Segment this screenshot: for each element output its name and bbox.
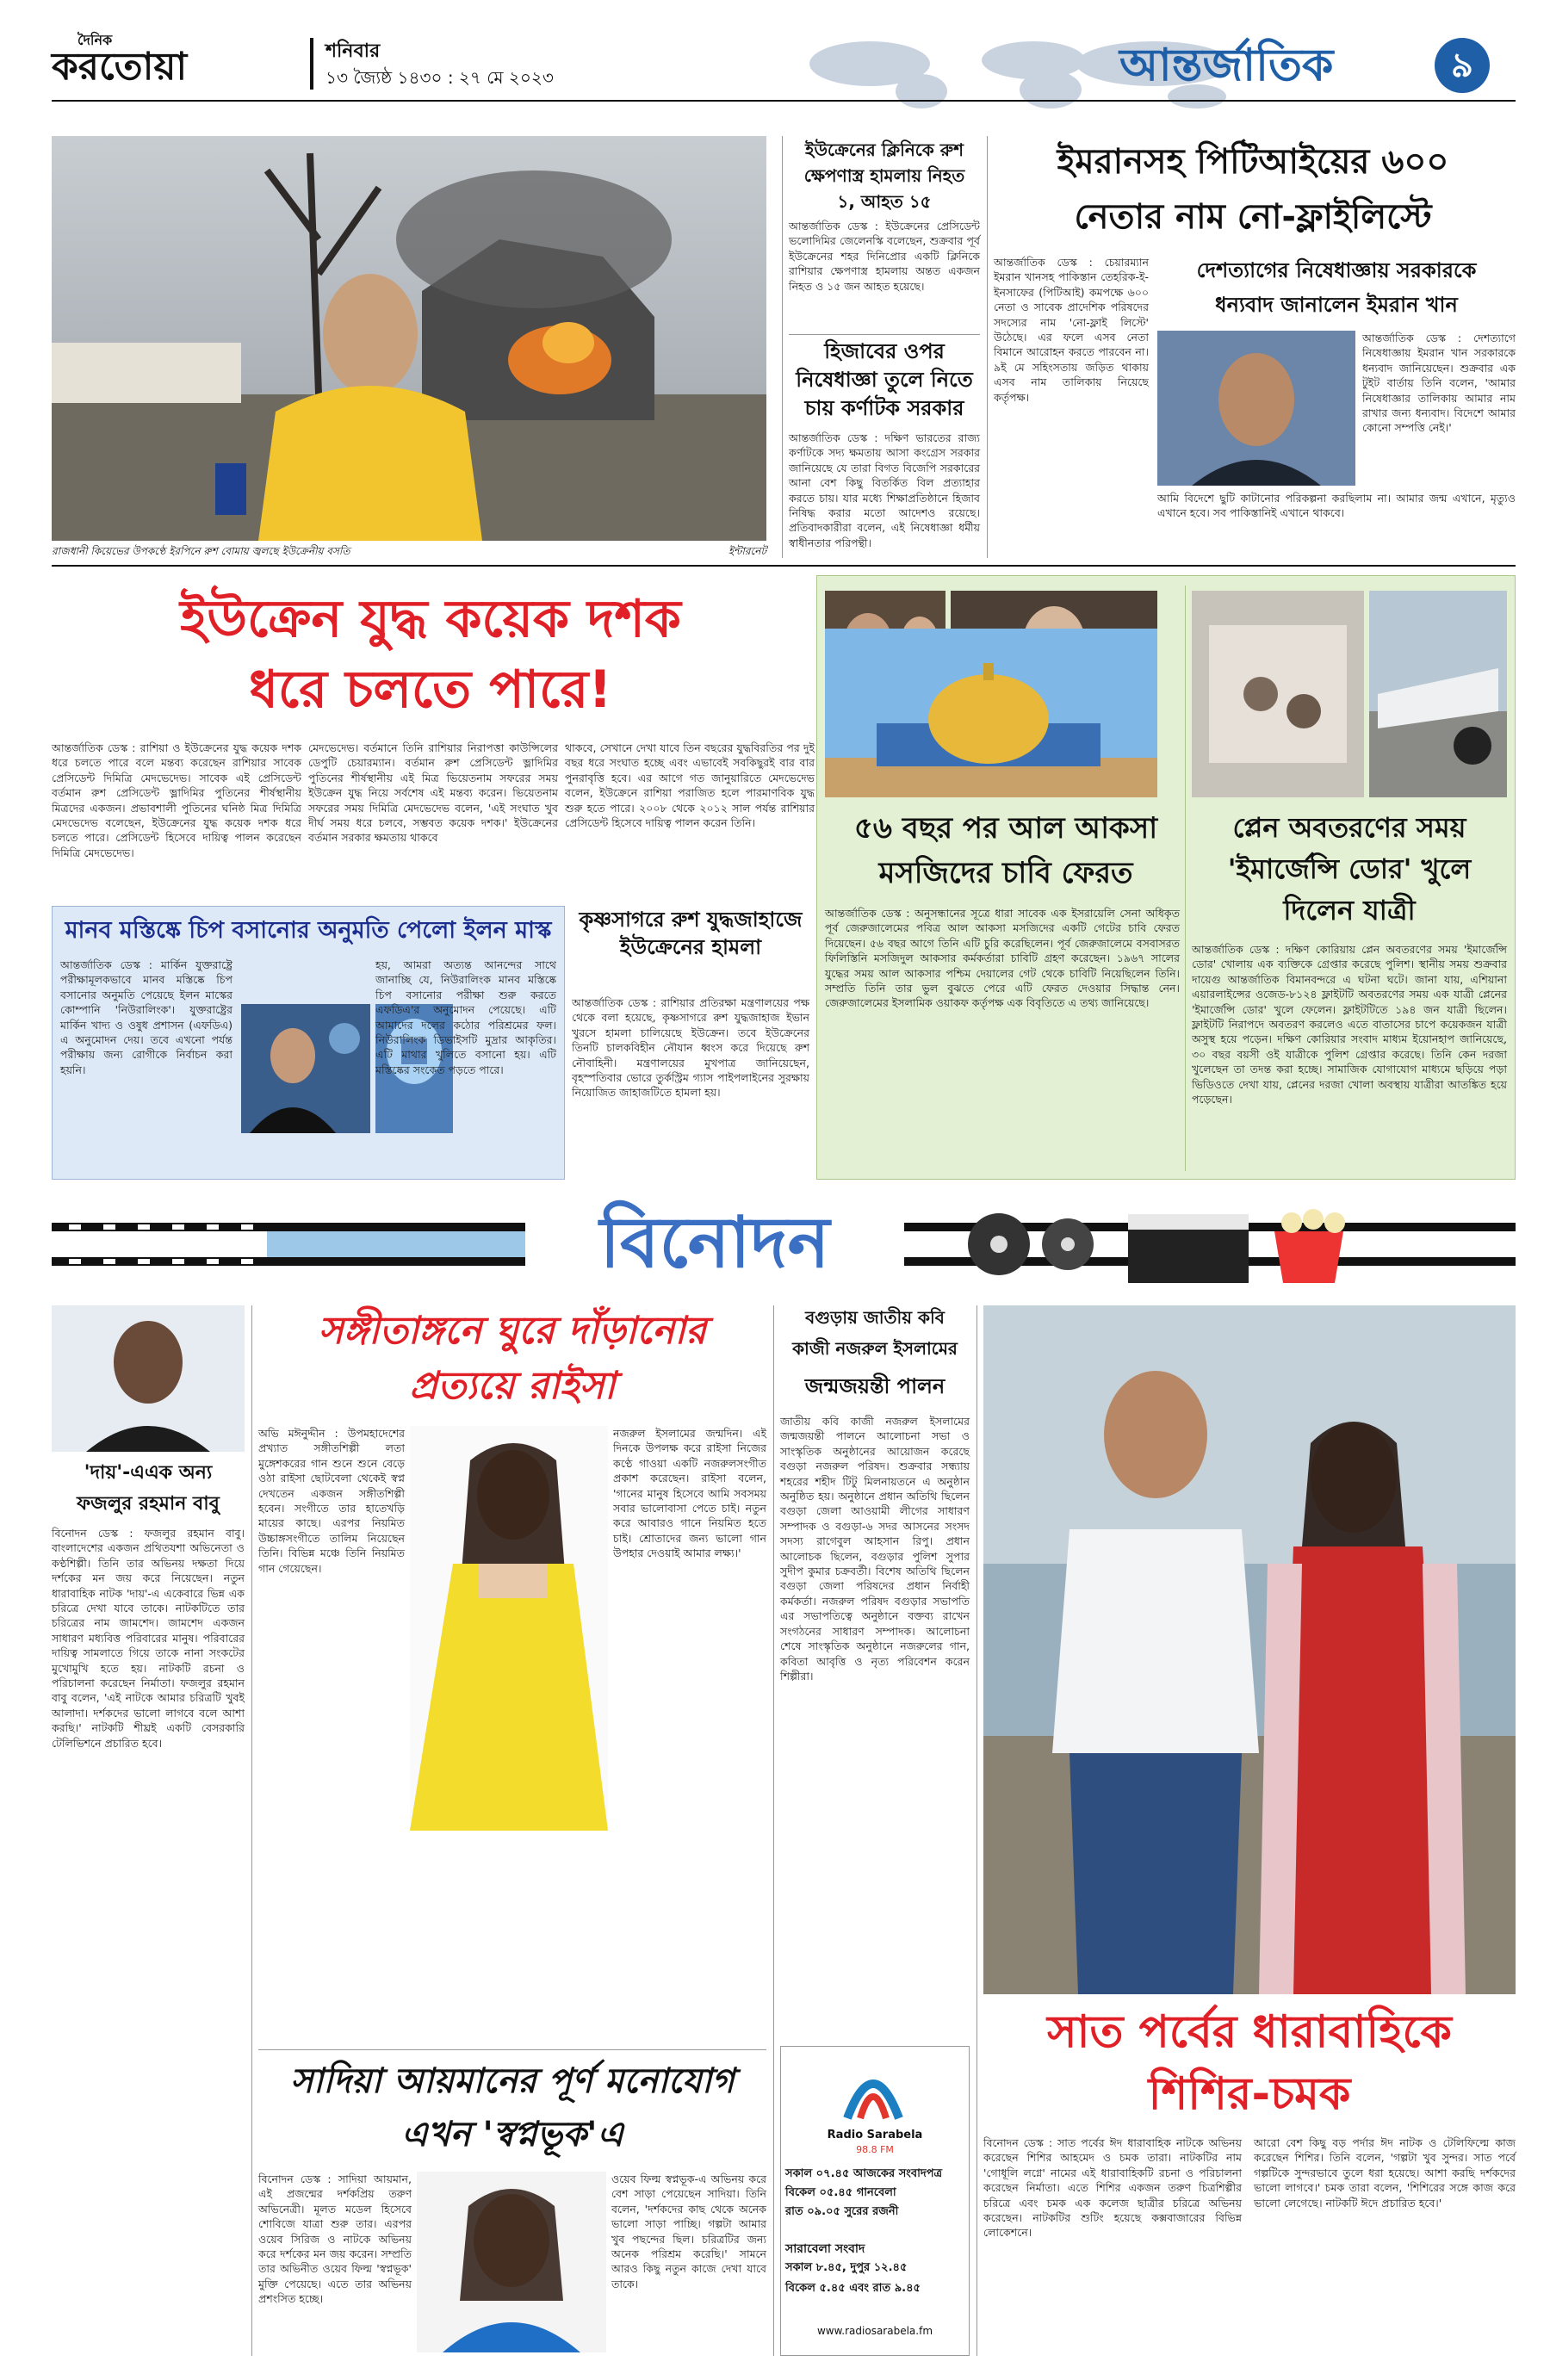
sadia-headline-2: এখন 'স্বপ্নভূক'এ — [401, 2115, 623, 2154]
section-title: আন্তর্জাতিক — [1119, 40, 1334, 91]
radio-logo-icon — [830, 2058, 916, 2127]
radio-news-times: সকাল ৮.৪৫, দুপুর ১২.৪৫ — [785, 2261, 908, 2274]
raisa-photo — [410, 1426, 608, 1831]
hijab-headline: হিজাবের ওপর নিষেধাজ্ঞা তুলে নিতে চায় কর্ণাটক সরকার — [796, 339, 973, 420]
plane-headline-2: 'ইমার্জেন্সি ডোর' খুলে — [1227, 852, 1472, 885]
plane-headline-3: দিলেন যাত্রী — [1283, 894, 1416, 927]
issue-date: ১৩ জ্যৈষ্ঠ ১৪৩০ : ২৭ মে ২০২৩ — [326, 67, 554, 88]
binodon-title: বিনোদন — [525, 1199, 904, 1290]
imran-col3b: আমি বিদেশে ছুটি কাটানোর পরিকল্পনা করছিলাম না। আমার জন্ম এখানে, মৃত্যুও এখানে হবে। সব পাকিস্তানিই এখানে থাকবে। — [1157, 492, 1516, 520]
fazlur-rahman-babu-photo — [52, 1305, 245, 1452]
elon-musk-photo — [241, 1004, 370, 1133]
dai-headline-2: ফজলুর রহমান বাবু — [77, 1493, 220, 1515]
radio-news-times-2: বিকেল ৫.৪৫ এবং রাত ৯.৪৫ — [785, 2282, 921, 2295]
photo-credit: ইন্টারনেট — [728, 545, 766, 557]
weekday: শনিবার — [326, 40, 381, 62]
radio-name: Radio Sarabela — [827, 2129, 923, 2141]
newspaper-logo: করতোয়া — [52, 45, 188, 89]
aqsa-headline-1: ৫৬ বছর পর আল আকসা — [853, 811, 1158, 846]
musk-col2: হয়, আমরা অত্যন্ত আনন্দের সাথে জানাচ্ছি যে, নিউরালিংক মানব মস্তিষ্কে চিপ বসানোর পরীক্ষা শুরু করতে এফডিএ'র অনুমোদন পেয়েছে। এটি আমাদের দলের কঠোর পরিশ্রমের ফল। নিউরালিংক ডিভাইসটি মুদ্রার আকৃতির। এটি মাথার খুলিতে বসানো হয়। এটি মস্তিষ্কের সংকেত পড়তে পারে। — [375, 958, 556, 1076]
shishir-chomok-photo — [983, 1305, 1516, 1994]
shishir-headline-1: সাত পর্বের ধারাবাহিকে — [1047, 2006, 1452, 2058]
radio-news-title: সারাবেলা সংবাদ — [785, 2242, 865, 2256]
imran-subhead-2: ধন্যবাদ জানালেন ইমরান খান — [1215, 293, 1458, 317]
clinic-body: আন্তর্জাতিক ডেস্ক : ইউক্রেনের প্রেসিডেন্ট ভলোদিমির জেলেনস্কি বলেছেন, শুক্রবার পূর্ব ইউক্রেনের শহর দিনিপ্রোর একটি ক্লিনিকে রাশিয়ার ক্ষেপণাস্ত্র হামলায় অন্তত একজন নিহত ও ১৫ জন আহত হয়েছে। — [789, 220, 980, 293]
ukraine-col2: মেদভেদেভ। বর্তমানে তিনি রাশিয়ার নিরাপত্তা কাউন্সিলের ডেপুটি চেয়ারম্যান। বর্তমান রুশ প্রেসিডেন্ট ভ্লাদিমির পুতিনের শীর্ষস্থানীয় এই মিত্র ভিয়েতনাম সফরের সময় ইউক্রেন যুদ্ধ নিয়ে সর্বশেষ এই মন্তব্য করেন। ভিয়েতনাম সফরের সময় দিমিত্রি মেদভেদেভ বলেন, 'এই সংঘাত খুব দীর্ঘ সময় ধরে চলবে, সম্ভবত কয়েক দশক।' ইউক্রেনের বর্তমান সরকার ক্ষমতায় থাকবে — [308, 741, 558, 845]
radio-schedule — [785, 2165, 966, 2234]
al-aqsa-dome-photo — [825, 629, 1157, 797]
raisa-col1: অভি মঈনুদ্দীন : উপমহাদেশের প্রখ্যাত সঙ্গীতশিল্পী লতা মুঙ্গেশকরের গান শুনে শুনে বেড়ে ওঠা রাইসা ছোটবেলা থেকেই স্বপ্ন দেখতেন একজন সঙ্গীতশিল্পী হবেন। সংগীতে তার হাতেখড়ি মায়ের কাছে। এরপর নিয়মিত উচ্চাঙ্গসংগীতে তালিম নিয়েছেন তিনি। বিভিন্ন মঞ্চে তিনি নিয়মিত গান গেয়েছেন। — [258, 1427, 405, 1575]
musk-headline: মানব মস্তিষ্কে চিপ বসানোর অনুমতি পেলো ইলন মাস্ক — [65, 917, 552, 944]
plane-cabin-photo — [1192, 591, 1364, 797]
blacksea-body: আন্তর্জাতিক ডেস্ক : রাশিয়ার প্রতিরক্ষা মন্ত্রণালয়ের পক্ষ থেকে বলা হয়েছে, কৃষ্ণসাগরে রুশ যুদ্ধজাহাজ ইভান খুরসে হামলা চালিয়েছে ইউক্রেন। তবে ইউক্রেনের তিনটি চালকবিহীন নৌযান ধ্বংস করে দিয়েছে রুশ নৌবাহিনী। মন্ত্রণালয়ের মুখপাত্র জানিয়েছেন, বৃহস্পতিবার ভোরে তুর্কস্ট্রিম গ্যাস পাইপলাইনের সুরক্ষায় নিয়োজিত জাহাজটিতে হামলা হয়। — [572, 996, 809, 1100]
imran-col3: আন্তর্জাতিক ডেস্ক : দেশত্যাগে নিষেধাজ্ঞায় ইমরান খান সরকারকে ধন্যবাদ জানিয়েছেন। শুক্রবার এক টুইট বার্তায় তিনি বলেন, 'আমার নিষেধাজ্ঞার তালিকায় আমার নাম রাখার জন্য ধন্যবাদ। বিদেশে আমার কোনো সম্পত্তি নেই।' — [1362, 332, 1516, 435]
sadia-col1: বিনোদন ডেস্ক : সাদিয়া আয়মান, এই প্রজন্মের দর্শকপ্রিয় তরুণ অভিনেত্রী। মূলত মডেল হিসেবে শোবিজে যাত্রা শুরু তার। এরপর ওয়েব সিরিজ ও নাটকে অভিনয় করে দর্শকের মন জয় করেন। সম্প্রতি তার অভিনীত ওয়েব ফিল্ম 'স্বপ্নভূক' মুক্তি পেয়েছে। এতে তার অভিনয় প্রশংসিত হচ্ছে। — [258, 2172, 412, 2306]
aqsa-headline-2: মসজিদের চাবি ফেরত — [878, 856, 1133, 890]
clinic-headline-3: ১, আহত ১৫ — [837, 191, 932, 212]
imran-subhead-1: দেশত্যাগের নিষেধাজ্ঞায় সরকারকে — [1196, 258, 1477, 282]
sadia-photo — [417, 2172, 606, 2352]
nazrul-body: জাতীয় কবি কাজী নজরুল ইসলামের জন্মজয়ন্তী পালনে আলোচনা সভা ও সাংস্কৃতিক অনুষ্ঠানের আয়োজন করেছে বগুড়া নজরুল পরিষদ। শুক্রবার সন্ধ্যায় শহরের শহীদ টিটু মিলনায়তনে এ অনুষ্ঠান অনুষ্ঠিত হয়। অনুষ্ঠানে প্রধান অতিথি ছিলেন বগুড়া জেলা আওয়ামী লীগের সাধারণ সম্পাদক ও বগুড়া-৬ সদর আসনের সংসদ সদস্য রাগেবুল আহসান রিপু। প্রধান আলোচক ছিলেন, বগুড়ার পুলিশ সুপার সুদীপ কুমার চক্রবর্তী। বিশেষ অতিথি ছিলেন বগুড়া জেলা পরিষদের প্রধান নির্বাহী কর্মকর্তা। নজরুল পরিষদ বগুড়ার সভাপতি এর সভাপতিত্বে অনুষ্ঠানে বক্তব্য রাখেন সংগঠনের সাধারণ সম্পাদক। আলোচনা শেষে সাংস্কৃতিক অনুষ্ঠানে নজরুলের গান, কবিতা আবৃত্তি ও নৃত্য পরিবেশন করেন শিল্পীরা। — [780, 1415, 970, 1683]
imran-headline-1: ইমরানসহ পিটিআইয়ের ৬০০ — [1057, 142, 1449, 182]
musk-col1: আন্তর্জাতিক ডেস্ক : মার্কিন যুক্তরাষ্ট্রে পরীক্ষামূলকভাবে মানব মস্তিষ্কে চিপ বসানোর অনুমতি পেয়েছে ইলন মাস্কের কোম্পানি 'নিউরালিংক'। যুক্তরাষ্ট্রের মার্কিন খাদ্য ও ওষুধ প্রশাসন (এফডিএ) এ অনুমোদন দেয়। তবে এখনো পর্যন্ত পরীক্ষায় জন্য রোগীকে নির্বাচন করা হয়নি। — [60, 958, 232, 1076]
ukraine-headline-2: ধরে চলতে পারে! — [249, 660, 612, 720]
shishir-headline-2: শিশির-চমক — [1148, 2068, 1351, 2120]
clinic-headline-2: ক্ষেপণাস্ত্র হামলায় নিহত — [803, 165, 965, 186]
shishir-col1: বিনোদন ডেস্ক : সাত পর্বের ঈদ ধারাবাহিক নাটকে অভিনয় করেছেন শিশির আহমেদ ও চমক তারা। নাটকটির নাম 'গোধূলি লগ্নে' নামের এই ধারাবাহিকটি রচনা ও পরিচালনা করেছেন নির্মাতা। এতে শিশির একজন তরুণ চিত্রশিল্পীর চরিত্রে এবং চমক এক কলেজ ছাত্রীর চরিত্রে অভিনয় করেছেন। নাটকটির শুটিং হয়েছে কক্সবাজারের বিভিন্ন লোকেশনে। — [983, 2136, 1242, 2240]
masthead — [52, 29, 1516, 133]
plane-body: আন্তর্জাতিক ডেস্ক : দক্ষিণ কোরিয়ায় প্লেন অবতরণের সময় 'ইমার্জেন্সি ডোর' খোলায় এক ব্যক্তিকে গ্রেপ্তার করেছে পুলিশ। স্থানীয় সময় শুক্রবার দায়েগু আন্তর্জাতিক বিমানবন্দরে এ ঘটনা ঘটে। জানা যায়, এশিয়ানা এয়ারলাইন্সের ওজেড-৮১২৪ ফ্লাইটটি অবতরণের সময় এক যাত্রী প্লেনের 'ইমার্জেন্সি ডোর' খুলে ফেলেন। ফ্লাইটটিতে ১৯৪ জন যাত্রী ছিলেন। ফ্লাইটটি নিরাপদে অবতরণ করলেও এতে বাতাসের চাপে কয়েকজন যাত্রী অসুস্থ হয়ে পড়েন। দক্ষিণ কোরিয়ার সংবাদ মাধ্যম ইয়োনহাপ জানিয়েছে, ৩০ বছর বয়সী ওই যাত্রীকে পুলিশ গ্রেপ্তার করেছে। তিনি কেন দরজা খুলেছেন তা তদন্ত করা হচ্ছে। সামাজিক যোগাযোগ মাধ্যমে ছড়িয়ে পড়া ভিডিওতে দেখা যায়, প্লেনের দরজা খোলা অবস্থায় যাত্রীরা আতঙ্কিত হয়ে পড়েছেন। — [1192, 943, 1507, 1106]
raisa-headline-1: সঙ্গীতাঙ্গনে ঘুরে দাঁড়ানোর — [318, 1309, 707, 1353]
imran-headline-2: নেতার নাম নো-ফ্লাইলিস্টে — [1074, 197, 1432, 237]
ukraine-headline-1: ইউক্রেন যুদ্ধ কয়েক দশক — [180, 589, 681, 649]
hijab-body: আন্তর্জাতিক ডেস্ক : দক্ষিণ ভারতের রাজ্য কর্ণাটকে সদ্য ক্ষমতায় আসা কংগ্রেস সরকার জানিয়েছে যে তারা বিগত বিজেপি সরকারের আনা বেশ কিছু বিতর্কিত বিল প্রত্যাহার করতে চায়। যার মধ্যে শিক্ষাপ্রতিষ্ঠানে হিজাব নিষিদ্ধ করার মতো আদেশও রয়েছে। প্রতিবাদকারীরা বলেন, এই নিষেধাজ্ঞা ধর্মীয় স্বাধীনতার পরিপন্থী। — [789, 431, 980, 549]
ukraine-col1: আন্তর্জাতিক ডেস্ক : রাশিয়া ও ইউক্রেনের যুদ্ধ কয়েক দশক ধরে চলতে পারে বলে মন্তব্য করেছেন রাশিয়ার সাবেক প্রেসিডেন্ট দিমিত্রি মেদভেদেভ। সাবেক এই প্রেসিডেন্ট বর্তমান রুশ প্রেসিডেন্ট ভ্লাদিমির পুতিনের শীর্ষস্থানীয় মিত্রদের একজন। প্রভাবশালী পুতিনের ঘনিষ্ঠ মিত্র দিমিত্রি মেদভেদেভ বলেছেন, ইউক্রেনের যুদ্ধ কয়েক দশক ধরে চলতে পারে। প্রেসিডেন্ট হিসেবে দায়িত্ব পালন করেছেন দিমিত্রি মেদভেদেভ। — [52, 741, 301, 859]
masthead-divider — [310, 38, 313, 90]
nazrul-headline-2: জন্মজয়ন্তী পালন — [804, 1374, 946, 1398]
photo-caption: রাজধানী কিয়েভের উপকণ্ঠে ইরপিনে রুশ বোমায় জ্বলছে ইউক্রেনীয় বসতি — [52, 545, 350, 557]
dai-body: বিনোদন ডেস্ক : ফজলুর রহমান বাবু। বাংলাদেশের একজন প্রথিতযশা অভিনেতা ও কণ্ঠশিল্পী। তিনি তার অভিনয় দক্ষতা দিয়ে দর্শকের মন জয় করে নিয়েছেন। নতুন ধারাবাহিক নাটক 'দায়'-এ একেবারে ভিন্ন এক চরিত্রে দেখা যাবে তাকে। নাটকটিতে তার চরিত্রের নাম জামশেদ। জামশেদ একজন সাধারণ মধ্যবিত্ত পরিবারের মানুষ। পরিবারের দায়িত্ব সামলাতে গিয়ে তাকে নানা সংকটের মুখোমুখি হতে হয়। নাটকটি রচনা ও পরিচালনা করেছেন নির্মাতা। ফজলুর রহমান বাবু বলেন, 'এই নাটকে আমার চরিত্রটি খুবই আলাদা। দর্শকদের ভালো লাগবে বলে আশা করছি।' নাটকটি শীঘ্রই একটি বেসরকারি টেলিভিশনে প্রচারিত হবে। — [52, 1527, 245, 1750]
shishir-col2: আরো বেশ কিছু বড় পর্দার ঈদ নাটক ও টেলিফিল্মে কাজ করেছেন শিশির। তিনি বলেন, 'গল্পটা খুব সুন্দর। সাত পর্বে গল্পটিকে সুন্দরভাবে তুলে ধরা হয়েছে। আশা করছি দর্শকদের ভালো লাগবে।' চমক তারা বলেন, 'শিশিরের সঙ্গে কাজ করে ভালো লেগেছে। নাটকটি ঈদে প্রচারিত হবে।' — [1254, 2136, 1516, 2210]
ukraine-col3: থাকবে, সেখানে দেখা যাবে তিন বছরের যুদ্ধবিরতির পর দুই বছর ধরে সংঘাত হচ্ছে এবং এভাবেই সবকিছুরই বার বার পুনরাবৃত্তি হবে। এর আগে গত জানুয়ারিতে মেদভেদেভ বলেন, ইউক্রেনে রাশিয়া পরাজিত হলে পারমাণবিক যুদ্ধ শুরু হতে পারে। ২০০৮ থেকে ২০১২ সাল পর্যন্ত রাশিয়ার প্রেসিডেন্ট হিসেবে দায়িত্ব পালন করেন তিনি। — [565, 741, 815, 830]
imran-col1: আন্তর্জাতিক ডেস্ক : চেয়ারম্যান ইমরান খানসহ পাকিস্তান তেহরিক-ই-ইনসাফের (পিটিআই) কমপক্ষে ৬০০ নেতা ও সাবেক প্রাদেশিক পরিষদের সদস্যের নাম 'নো-ফ্লাই লিস্টে' উঠেছে। এর ফলে এসব নেতা বিমানে আরোহন করতে পারবেন না। ৯ই মে সহিংসতায় জড়িত থাকায় এসব নাম তালিকায় নিয়েছে কর্তৃপক্ষ। — [994, 256, 1149, 404]
plane-door-photo — [1369, 591, 1507, 797]
radio-schedule-item: রাত ০৯.০৫ সুরের রজনী — [785, 2205, 899, 2218]
radio-schedule-item: বিকেল ০৫.৪৫ গানবেলা — [785, 2186, 896, 2199]
nazrul-kicker: বগুড়ায় জাতীয় কবি — [805, 1307, 945, 1328]
sadia-headline-1: সাদিয়া আয়মানের পূর্ণ মনোযোগ — [290, 2061, 735, 2101]
radio-frequency: 98.8 FM — [856, 2144, 894, 2155]
imran-khan-photo — [1157, 331, 1355, 486]
dai-headline-1: 'দায়'-এএক অন্য — [84, 1462, 213, 1484]
radio-url[interactable]: www.radiosarabela.fm — [816, 2325, 933, 2337]
logo-small: দৈনিক — [78, 32, 113, 48]
radio-schedule-item: সকাল ০৭.৪৫ আজকের সংবাদপত্র — [785, 2167, 943, 2180]
blacksea-headline: কৃষ্ণসাগরে রুশ যুদ্ধজাহাজে ইউক্রেনের হামলা — [579, 908, 803, 959]
clinic-headline-1: ইউক্রেনের ক্লিনিকে রুশ — [805, 139, 964, 160]
nazrul-headline: কাজী নজরুল ইসলামের — [792, 1338, 958, 1359]
aqsa-body: আন্তর্জাতিক ডেস্ক : অনুসন্ধানের সূত্রে ধারা সাবেক এক ইসরায়েলি সেনা অধিকৃত পূর্ব জেরুজালেমের পবিত্র আল আকসা মসজিদের একটি গেটের চাবি ফেরত দিয়েছেন। ৫৬ বছর আগে তিনি এটি চুরি করেছিলেন। পূর্ব জেরুজালেমে বসবাসরত ফিলিস্তিনি মসজিদুল আকসার কর্মকর্তারা চাবিটি গ্রহণ করেছেন। ১৯৬৭ সালের যুদ্ধের সময় আল আকসার পশ্চিম দেয়ালের গেট থেকে চাবিটি নিয়েছিলেন তিনি। সম্প্রতি তিনি তার ভুল বুঝতে পেরে এটি ফেরত দেওয়ার সিদ্ধান্ত নেন। জেরুজালেমের ইসলামিক ওয়াকফ কর্তৃপক্ষ এক বিবৃতিতে এ তথ্য জানিয়েছে। — [825, 907, 1180, 1010]
masthead-rule — [52, 100, 1516, 102]
raisa-headline-2: প্রত্যয়ে রাইসা — [409, 1364, 616, 1408]
raisa-col2: নজরুল ইসলামের জন্মদিন। এই দিনকে উপলক্ষ করে রাইসা নিজের কণ্ঠে গাওয়া একটি নজরুলসংগীত প্রকাশ করেছেন। রাইসা বলেন, 'গানের মানুষ হিসেবে আমি সবসময় সবার ভালোবাসা পেতে চাই। নতুন করে আবারও গানে নিয়মিত হতে চাই। শ্রোতাদের জন্য ভালো গান উপহার দেওয়াই আমার লক্ষ্য।' — [613, 1427, 766, 1560]
sadia-col2: ওয়েব ফিল্ম স্বপ্নভূক-এ অভিনয় করে বেশ সাড়া পেয়েছেন সাদিয়া। তিনি বলেন, 'দর্শকদের কাছ থেকে অনেক ভালো সাড়া পাচ্ছি। গল্পটা আমার খুব পছন্দের ছিল। চরিত্রটির জন্য অনেক পরিশ্রম করেছি।' সামনে আরও কিছু নতুন কাজে দেখা যাবে তাকে। — [611, 2172, 766, 2290]
plane-headline-1: প্লেন অবতরণের সময় — [1232, 811, 1466, 844]
page-number: ৯ — [1451, 46, 1473, 85]
ukraine-photo — [52, 136, 766, 541]
